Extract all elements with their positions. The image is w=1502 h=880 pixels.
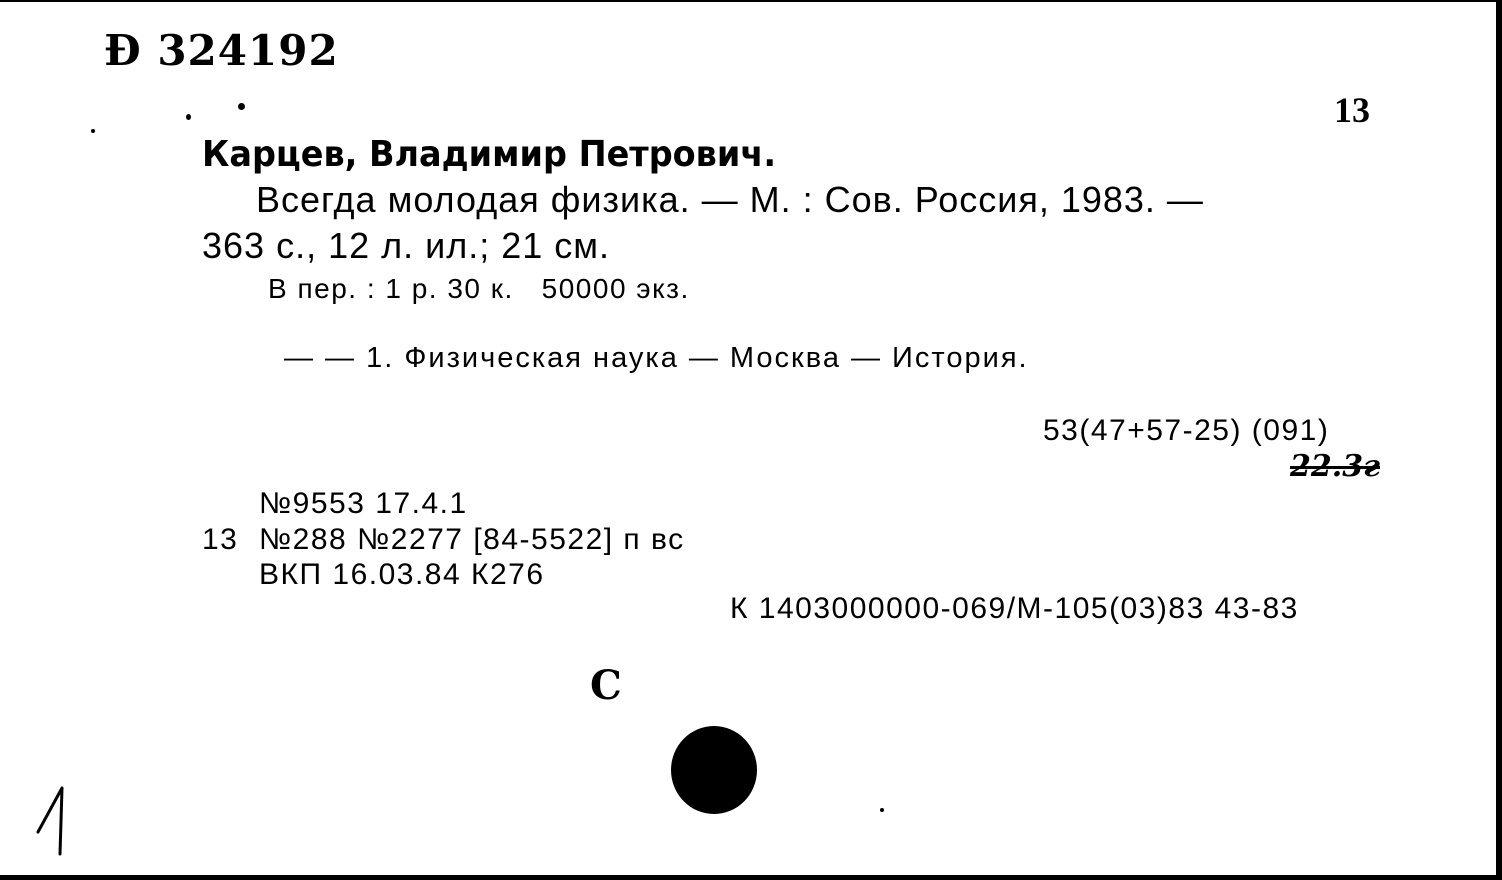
page-number: 13 [1334,90,1370,130]
udc-code: 53(47+57-25) (091) [1043,414,1330,447]
record-number: 13 [202,523,239,556]
subject-line: — — 1. Физическая наука — Москва — История. [284,342,1029,374]
punch-hole [671,726,757,814]
inventory-stamp: Ð 324192 [104,26,339,75]
speck [238,103,245,110]
bbk-handwritten: 22.3г [1290,449,1380,484]
record-line-1: №9553 17.4.1 [259,487,468,520]
letter-mark: С [590,662,622,709]
speck [91,129,95,133]
handwritten-number [30,782,80,862]
price-line: В пер. : 1 р. 30 к. 50000 экз. [268,273,690,304]
title-line-2: 363 с., 12 л. ил.; 21 см. [202,225,611,266]
title-line-1: Всегда молодая физика. — М. : Сов. Россия, 1983. — [256,179,1204,220]
k-index: К 1403000000-069/М-105(03)83 43-83 [730,592,1299,625]
svg-text:1: 1 [30,782,31,783]
record-line-3: ВКП 16.03.84 К276 [259,558,545,591]
speck [880,808,884,812]
author-heading: Карцев, Владимир Петрович. [202,134,777,175]
record-line-2: №288 №2277 [84-5522] п вс [259,523,685,556]
speck [186,114,191,120]
